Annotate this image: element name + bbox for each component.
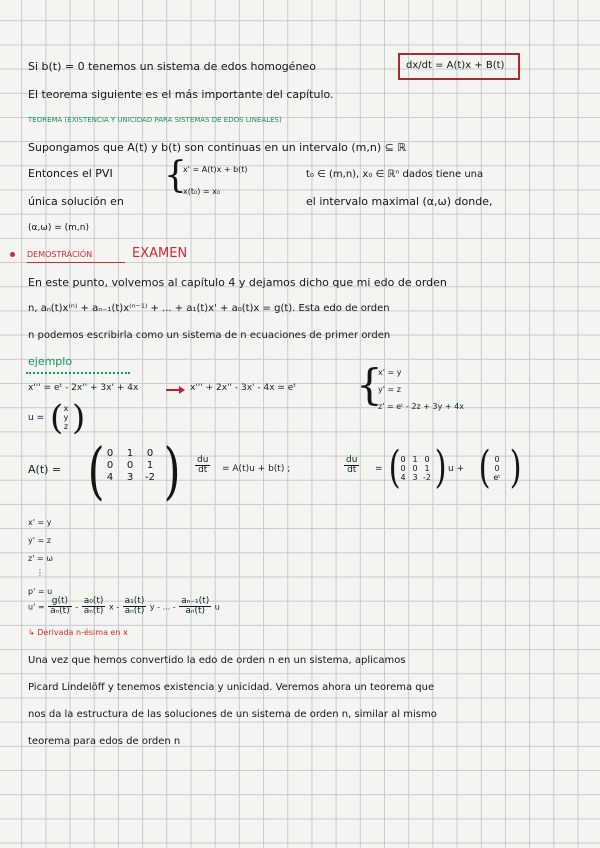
example-equation: x''' = eᵗ - 2x'' + 3x' + 4x — [28, 383, 139, 393]
intro-line: Si b(t) = 0 tenemos un sistema de edos homogéneo — [28, 60, 316, 73]
a-matrix-label: A(t) = — [28, 463, 62, 476]
a-matrix-paren-left: ( — [87, 434, 105, 507]
a-matrix: 0 1 0 0 0 1 4 3 -2 — [106, 448, 155, 483]
demo-underline — [27, 262, 125, 263]
theorem-line-1: Supongamos que A(t) y b(t) son continuas en un intervalo (m,n) ⊆ ℝ — [28, 141, 407, 154]
example-system-brace: { — [356, 360, 383, 409]
demo-label: DEMOSTRACIÓN — [27, 250, 93, 259]
theorem-line-3a: única solución en — [28, 195, 124, 208]
u-prime-equation: u' = $\frac{g(t)}{\text{aₙ(t)}}$ - $\frac{\text{a₀(t)}}{\text{aₙ(t)}}$ x - $\frac{\text{a₁(t)}}{\text{aₙ(t)}}$ y - ... - $\frac{\text{aₙ₋₁(t)}}{\text{aₙ(t)}}$ u — [28, 596, 220, 617]
du-dt-fraction-2: $\frac{du}{dt}$ — [346, 455, 358, 476]
closing-line-4: teorema para edos de orden n — [28, 736, 181, 747]
du-dt-equation: = A(t)u + b(t) ; — [222, 464, 291, 474]
example-sys-3: z' = eᵗ - 2z + 3y + 4x — [378, 402, 464, 411]
example-sys-2: y' = z — [378, 385, 401, 394]
theorem-line-3b: el intervalo maximal (α,ω) donde, — [306, 195, 493, 208]
chain-ellipsis: ⋮ — [36, 568, 44, 577]
chain-line-3: z' = ω — [28, 554, 53, 563]
a-small-paren-left: ( — [388, 442, 401, 493]
a-small-matrix: 0 1 0 0 0 1 4 3 -2 — [400, 455, 431, 483]
chain-line-2: y' = z — [28, 536, 51, 545]
b-vector-paren-left: ( — [478, 442, 491, 493]
exam-tag: EXAMEN — [132, 246, 188, 261]
boxed-equation: dx/dt = A(t)x + B(t) — [406, 60, 505, 71]
du-dt-fraction-1: $\frac{du}{dt}$ — [197, 455, 209, 476]
pvi-eq-1: x' = A(t)x + b(t) — [183, 165, 248, 174]
theorem-title: TEOREMA (EXISTENCIA Y UNICIDAD PARA SISTEMAS DE EDOS LINEALES) — [28, 116, 282, 124]
example-label: ejemplo — [28, 355, 73, 368]
example-sys-1: x' = y — [378, 368, 402, 377]
example-underline — [26, 369, 130, 374]
u-plus: u + — [448, 464, 465, 474]
theorem-line-2b: t₀ ∈ (m,n), x₀ ∈ ℝⁿ dados tiene una — [306, 169, 484, 180]
b-vector-paren-right: ) — [509, 442, 522, 493]
u-vector: x y z — [63, 404, 69, 432]
system-brace: { — [164, 155, 187, 196]
example-equation-rewritten: x''' + 2x'' - 3x' - 4x = eᵗ — [190, 383, 296, 393]
demo-paragraph-2: n, aₙ(t)x⁽ⁿ⁾ + aₙ₋₁(t)x⁽ⁿ⁻¹⁾ + ... + a₁(t)x' + a₀(t)x = g(t). Esta edo de orden — [28, 303, 390, 314]
chain-line-5: p' = u — [28, 587, 53, 596]
equals-sign: = — [375, 464, 383, 474]
a-matrix-paren-right: ) — [163, 434, 181, 507]
u-definition: u = — [28, 413, 45, 423]
u-vector-paren-right: ) — [72, 398, 86, 438]
closing-line-2: Picard Lindelöff y tenemos existencia y unicidad. Veremos ahora un teorema que — [28, 682, 435, 693]
demo-paragraph-3: n podemos escribirla como un sistema de n ecuaciones de primer orden — [28, 330, 391, 341]
a-small-paren-right: ) — [434, 442, 447, 493]
pvi-eq-2: x(t₀) = x₀ — [183, 187, 221, 196]
derivative-note: ↳ Derivada n-ésima en x — [28, 628, 128, 637]
arrow-icon — [166, 389, 180, 391]
bullet-dot — [10, 252, 15, 257]
theorem-line-4: (α,ω) = (m,n) — [28, 223, 89, 233]
chain-line-1: x' = y — [28, 518, 52, 527]
b-vector: 0 0 eᵗ — [493, 455, 501, 483]
closing-line-3: nos da la estructura de las soluciones de un sistema de orden n, similar al mismo — [28, 709, 437, 720]
demo-paragraph-1: En este punto, volvemos al capítulo 4 y dejamos dicho que mi edo de orden — [28, 276, 447, 289]
closing-line-1: Una vez que hemos convertido la edo de orden n en un sistema, aplicamos — [28, 655, 406, 666]
theorem-line-2a: Entonces el PVI — [28, 167, 113, 180]
chapter-note: El teorema siguiente es el más importante del capítulo. — [28, 88, 334, 101]
u-vector-paren-left: ( — [50, 398, 64, 438]
